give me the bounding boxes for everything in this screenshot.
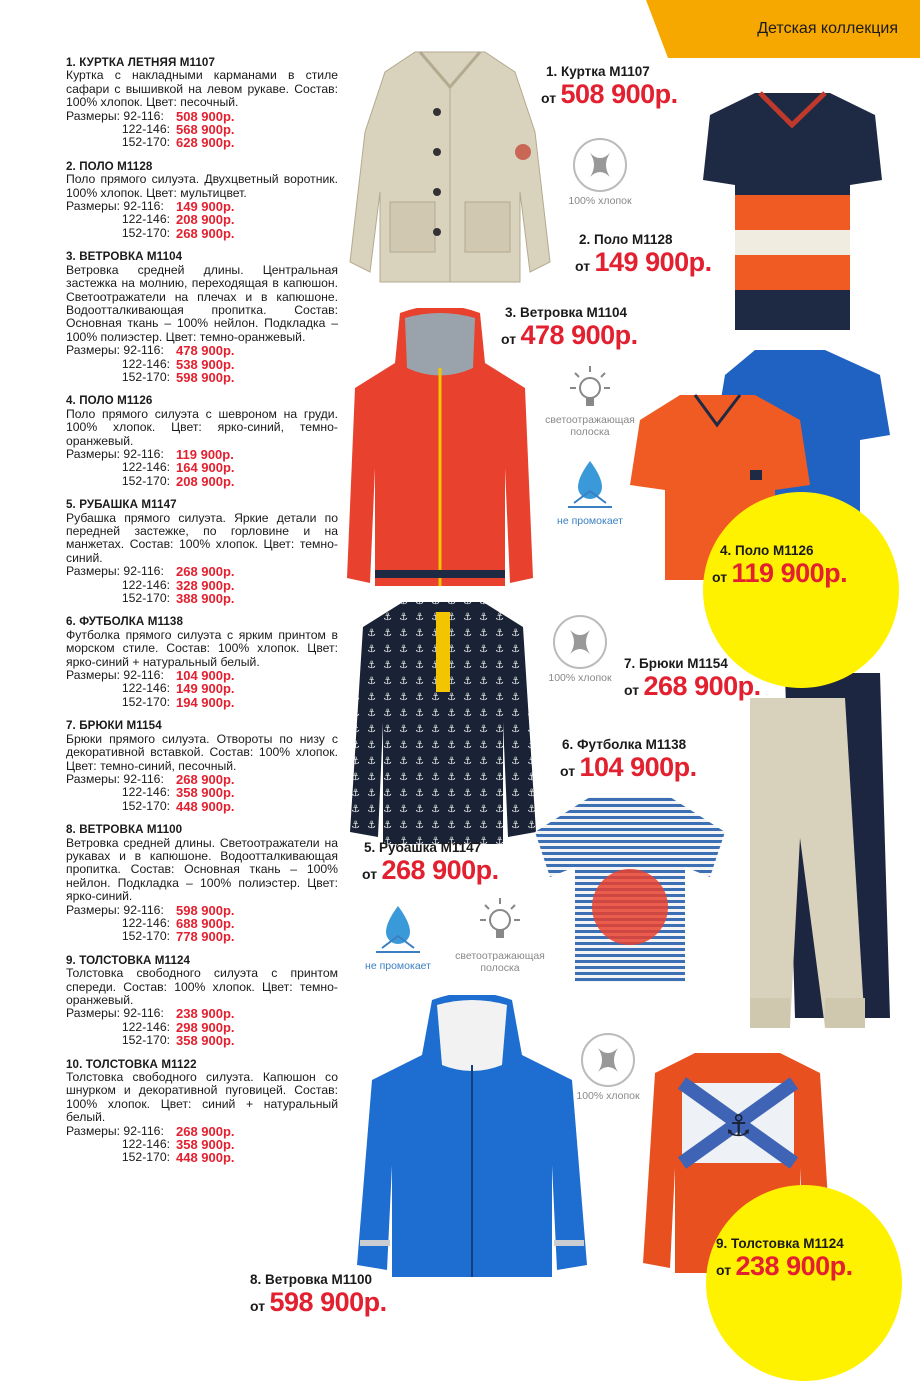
water-drop-icon <box>368 900 428 960</box>
callout-from: от <box>560 763 576 779</box>
size-price: 508 900р. <box>176 108 235 124</box>
callout-price: 598 900р. <box>269 1287 387 1317</box>
size-price-list <box>66 904 338 944</box>
product-title: 6. ФУТБОЛКА М1138 <box>66 615 184 629</box>
size-label: Размеры: 92-116: <box>66 108 164 123</box>
size-label: Размеры: 92-116: <box>66 343 164 358</box>
svg-text:⚓: ⚓ <box>725 1109 752 1144</box>
size-price: 448 900р. <box>176 1150 235 1166</box>
product-desc: Ветровка средней длины. Светоотражатели на рукавах и в капюшоне. Водоотталкивающая пропитка. Состав: Основная ткань – 100% нейлон. Подкладка – 100% полиэстер. Цвет: ярко-синий. <box>66 835 338 904</box>
size-label: Размеры: 92-116: <box>66 668 164 683</box>
product-description <box>66 394 338 488</box>
size-price: 268 900р. <box>176 771 235 787</box>
size-price-list <box>66 200 338 240</box>
size-price: 104 900р. <box>176 668 235 684</box>
size-price: 268 900р. <box>176 225 235 241</box>
size-label: 122-146: <box>121 915 170 930</box>
cotton-badge-3 <box>568 1030 648 1102</box>
reflective-badge <box>540 362 640 438</box>
size-price: 358 900р. <box>176 1137 235 1153</box>
product-title: 7. БРЮКИ М1154 <box>66 719 162 733</box>
size-label: 122-146: <box>121 785 170 800</box>
cotton-flower-icon <box>578 1030 638 1090</box>
size-label: 152-170: <box>121 694 170 709</box>
size-price-list <box>66 448 338 488</box>
size-label: 122-146: <box>121 1019 170 1034</box>
product-description <box>66 498 338 605</box>
cotton-badge <box>560 135 640 207</box>
product-description <box>66 56 338 150</box>
section-title: Детская коллекция <box>757 20 898 37</box>
size-label: 122-146: <box>121 122 170 137</box>
callout-polo-m1126 <box>712 543 848 589</box>
callout-sweatshirt-m1124 <box>716 1236 853 1282</box>
product-desc: Ветровка средней длины. Центральная застежка на молнию, переходящая в капюшон. Светоотражатели на плечах и в капюшоне. Водоотталкивающая пропитка. Состав: Основная ткань – 100% нейлон. Подкладка – 100% полиэстер. Цвет: темно-оранжевый. <box>66 262 338 344</box>
size-price: 688 900р. <box>176 915 235 931</box>
callout-price: 104 900р. <box>579 752 697 782</box>
size-price: 268 900р. <box>176 564 235 580</box>
callout-from: от <box>716 1262 732 1278</box>
product-desc: Футболка прямого силуэта с ярким принтом в морском стиле. Состав: 100% хлопок. Цвет: ярко-синий + натуральный белый. <box>66 627 338 669</box>
product-descriptions <box>66 56 338 1175</box>
product-title: 9. ТОЛСТОВКА М1124 <box>66 953 191 967</box>
size-label: 152-170: <box>121 929 170 944</box>
cotton-flower-icon <box>550 612 610 672</box>
product-desc: Поло прямого силуэта с шевроном на груди. 100% хлопок. Цвет: ярко-синий, темно-оранжевый. <box>66 406 338 448</box>
size-price-list <box>66 565 338 605</box>
product-desc: Толстовка свободного силуэта с принтом спереди. Состав: 100% хлопок. Цвет: темно-оранжевый. <box>66 966 338 1007</box>
product-title: 3. ВЕТРОВКА М1104 <box>66 250 183 264</box>
size-label: 122-146: <box>121 212 170 227</box>
size-label: 152-170: <box>121 798 170 813</box>
size-label: 152-170: <box>121 1033 170 1048</box>
size-price: 568 900р. <box>176 122 235 138</box>
callout-price: 238 900р. <box>735 1251 853 1281</box>
product-title: 10. ТОЛСТОВКА М1122 <box>66 1057 197 1071</box>
callout-from: от <box>250 1298 266 1314</box>
size-price: 149 900р. <box>176 199 235 215</box>
callout-name: 1. Куртка М1107 <box>546 64 650 79</box>
callout-from: от <box>575 258 591 274</box>
size-price: 164 900р. <box>176 460 235 476</box>
callout-price: 268 900р. <box>381 855 499 885</box>
product-description <box>66 250 338 384</box>
size-price-list <box>66 669 338 709</box>
callout-price: 149 900р. <box>594 247 712 277</box>
waterproof-badge-2 <box>358 900 438 972</box>
callout-price: 508 900р. <box>560 79 678 109</box>
product-title: 2. ПОЛО М1128 <box>66 159 153 173</box>
cotton-badge-2 <box>540 612 620 684</box>
callout-from: от <box>362 866 378 882</box>
callout-price: 119 900р. <box>731 558 848 588</box>
size-label: 152-170: <box>121 473 170 488</box>
size-price-list <box>66 344 338 384</box>
product-title: 4. ПОЛО М1126 <box>66 394 153 408</box>
product-desc: Поло прямого силуэта. Двухцветный воротник. 100% хлопок. Цвет: мультицвет. <box>66 172 338 200</box>
light-bulb-icon <box>470 892 530 950</box>
size-price: 149 900р. <box>176 681 235 697</box>
callout-tshirt-m1138 <box>562 737 697 783</box>
callout-name: 2. Поло М1128 <box>579 232 673 247</box>
size-price: 298 900р. <box>176 1019 235 1035</box>
polo-m1128-image <box>700 85 885 335</box>
callout-name: 3. Ветровка М1104 <box>505 305 628 320</box>
size-label: 152-170: <box>121 225 170 240</box>
size-price: 538 900р. <box>176 356 235 372</box>
cotton-label: 100% хлопок <box>576 1090 640 1102</box>
size-price: 238 900р. <box>176 1006 235 1022</box>
callout-pants-m1154 <box>624 656 761 702</box>
reflective-label: светоотражающая полоска <box>545 414 635 438</box>
callout-name: 5. Рубашка М1147 <box>364 840 482 855</box>
size-price-list <box>66 773 338 813</box>
product-desc: Куртка с накладными карманами в стиле сафари с вышивкой на левом рукаве. Состав: 100% хлопок. Цвет: песочный. <box>66 68 338 110</box>
size-label: 152-170: <box>121 1150 170 1165</box>
size-label: Размеры: 92-116: <box>66 446 164 461</box>
size-label: Размеры: 92-116: <box>66 902 164 917</box>
reflective-label: светоотражающая полоска <box>455 950 545 974</box>
size-label: Размеры: 92-116: <box>66 771 164 786</box>
size-price: 208 900р. <box>176 473 235 489</box>
product-description <box>66 823 338 944</box>
water-drop-icon <box>560 455 620 515</box>
product-desc: Рубашка прямого силуэта. Яркие детали по передней застежке, по горловине и на манжетах. Состав: 100% хлопок. Цвет: темно-синий. <box>66 510 338 565</box>
size-label: 122-146: <box>121 577 170 592</box>
product-desc: Толстовка свободного силуэта. Капюшон со шнурком и декоративной пуговицей. Состав: 100% хлопок. Цвет: синий + натуральный белый. <box>66 1070 338 1125</box>
size-price-list <box>66 110 338 150</box>
size-label: 122-146: <box>121 681 170 696</box>
callout-price: 268 900р. <box>643 671 761 701</box>
size-price: 628 900р. <box>176 135 235 151</box>
size-label: Размеры: 92-116: <box>66 1123 164 1138</box>
product-description <box>66 615 338 709</box>
pants-m1154-image <box>740 668 900 1038</box>
product-title: 8. ВЕТРОВКА М1100 <box>66 823 183 837</box>
callout-name: 8. Ветровка М1100 <box>250 1272 373 1287</box>
callout-from: от <box>712 569 728 585</box>
size-price: 194 900р. <box>176 694 235 710</box>
size-price: 328 900р. <box>176 577 235 593</box>
size-label: Размеры: 92-116: <box>66 199 164 214</box>
jacket-m1107-image <box>345 42 555 287</box>
callout-from: от <box>501 331 517 347</box>
size-price: 119 900р. <box>176 446 234 462</box>
tshirt-m1138-image <box>530 792 730 987</box>
callout-from: от <box>541 90 557 106</box>
size-price-list <box>66 1007 338 1047</box>
size-price: 598 900р. <box>176 902 235 918</box>
size-price: 598 900р. <box>176 369 235 385</box>
size-price: 208 900р. <box>176 212 235 228</box>
callout-windbreaker-m1104 <box>501 305 638 351</box>
product-description <box>66 954 338 1048</box>
cotton-label: 100% хлопок <box>568 195 632 207</box>
callout-name: 4. Поло М1126 <box>720 543 814 558</box>
product-desc: Брюки прямого силуэта. Отвороты по низу с декоративной вставкой. Состав: 100% хлопок. Цвет: темно-синий, песочный. <box>66 731 338 773</box>
size-label: 122-146: <box>121 356 170 371</box>
callout-polo-m1128 <box>575 232 712 278</box>
size-price: 388 900р. <box>176 591 235 607</box>
callout-from: от <box>624 682 640 698</box>
callout-shirt-m1147 <box>364 840 499 886</box>
reflective-badge-2 <box>446 892 554 974</box>
callout-name: 7. Брюки М1154 <box>624 656 728 671</box>
size-label: Размеры: 92-116: <box>66 1006 164 1021</box>
waterproof-label: не промокает <box>557 515 623 527</box>
size-label: 122-146: <box>121 1137 170 1152</box>
size-price: 778 900р. <box>176 929 235 945</box>
cotton-label: 100% хлопок <box>548 672 612 684</box>
size-price: 478 900р. <box>176 343 235 359</box>
size-label: 122-146: <box>121 460 170 475</box>
size-price: 358 900р. <box>176 785 235 801</box>
light-bulb-icon <box>560 362 620 414</box>
callout-price: 478 900р. <box>520 320 638 350</box>
size-label: 152-170: <box>121 135 170 150</box>
cotton-flower-icon <box>570 135 630 195</box>
waterproof-label: не промокает <box>365 960 431 972</box>
size-price: 448 900р. <box>176 798 235 814</box>
callout-windbreaker-m1100 <box>250 1272 387 1318</box>
size-label: 152-170: <box>121 591 170 606</box>
shirt-m1147-image <box>348 592 538 847</box>
product-title: 1. КУРТКА ЛЕТНЯЯ М1107 <box>66 56 216 69</box>
size-price-list <box>66 1125 338 1165</box>
product-title: 5. РУБАШКА М1147 <box>66 498 177 512</box>
waterproof-badge <box>550 455 630 527</box>
product-description <box>66 1058 338 1165</box>
callout-jacket-m1107 <box>541 64 678 110</box>
size-label: Размеры: 92-116: <box>66 564 164 579</box>
callout-name: 6. Футболка М1138 <box>562 737 687 752</box>
callout-name: 9. Толстовка М1124 <box>716 1236 844 1251</box>
size-label: 152-170: <box>121 369 170 384</box>
product-description <box>66 160 338 240</box>
product-description <box>66 719 338 813</box>
size-price: 358 900р. <box>176 1033 235 1049</box>
windbreaker-m1100-image <box>352 995 592 1280</box>
size-price: 268 900р. <box>176 1123 235 1139</box>
